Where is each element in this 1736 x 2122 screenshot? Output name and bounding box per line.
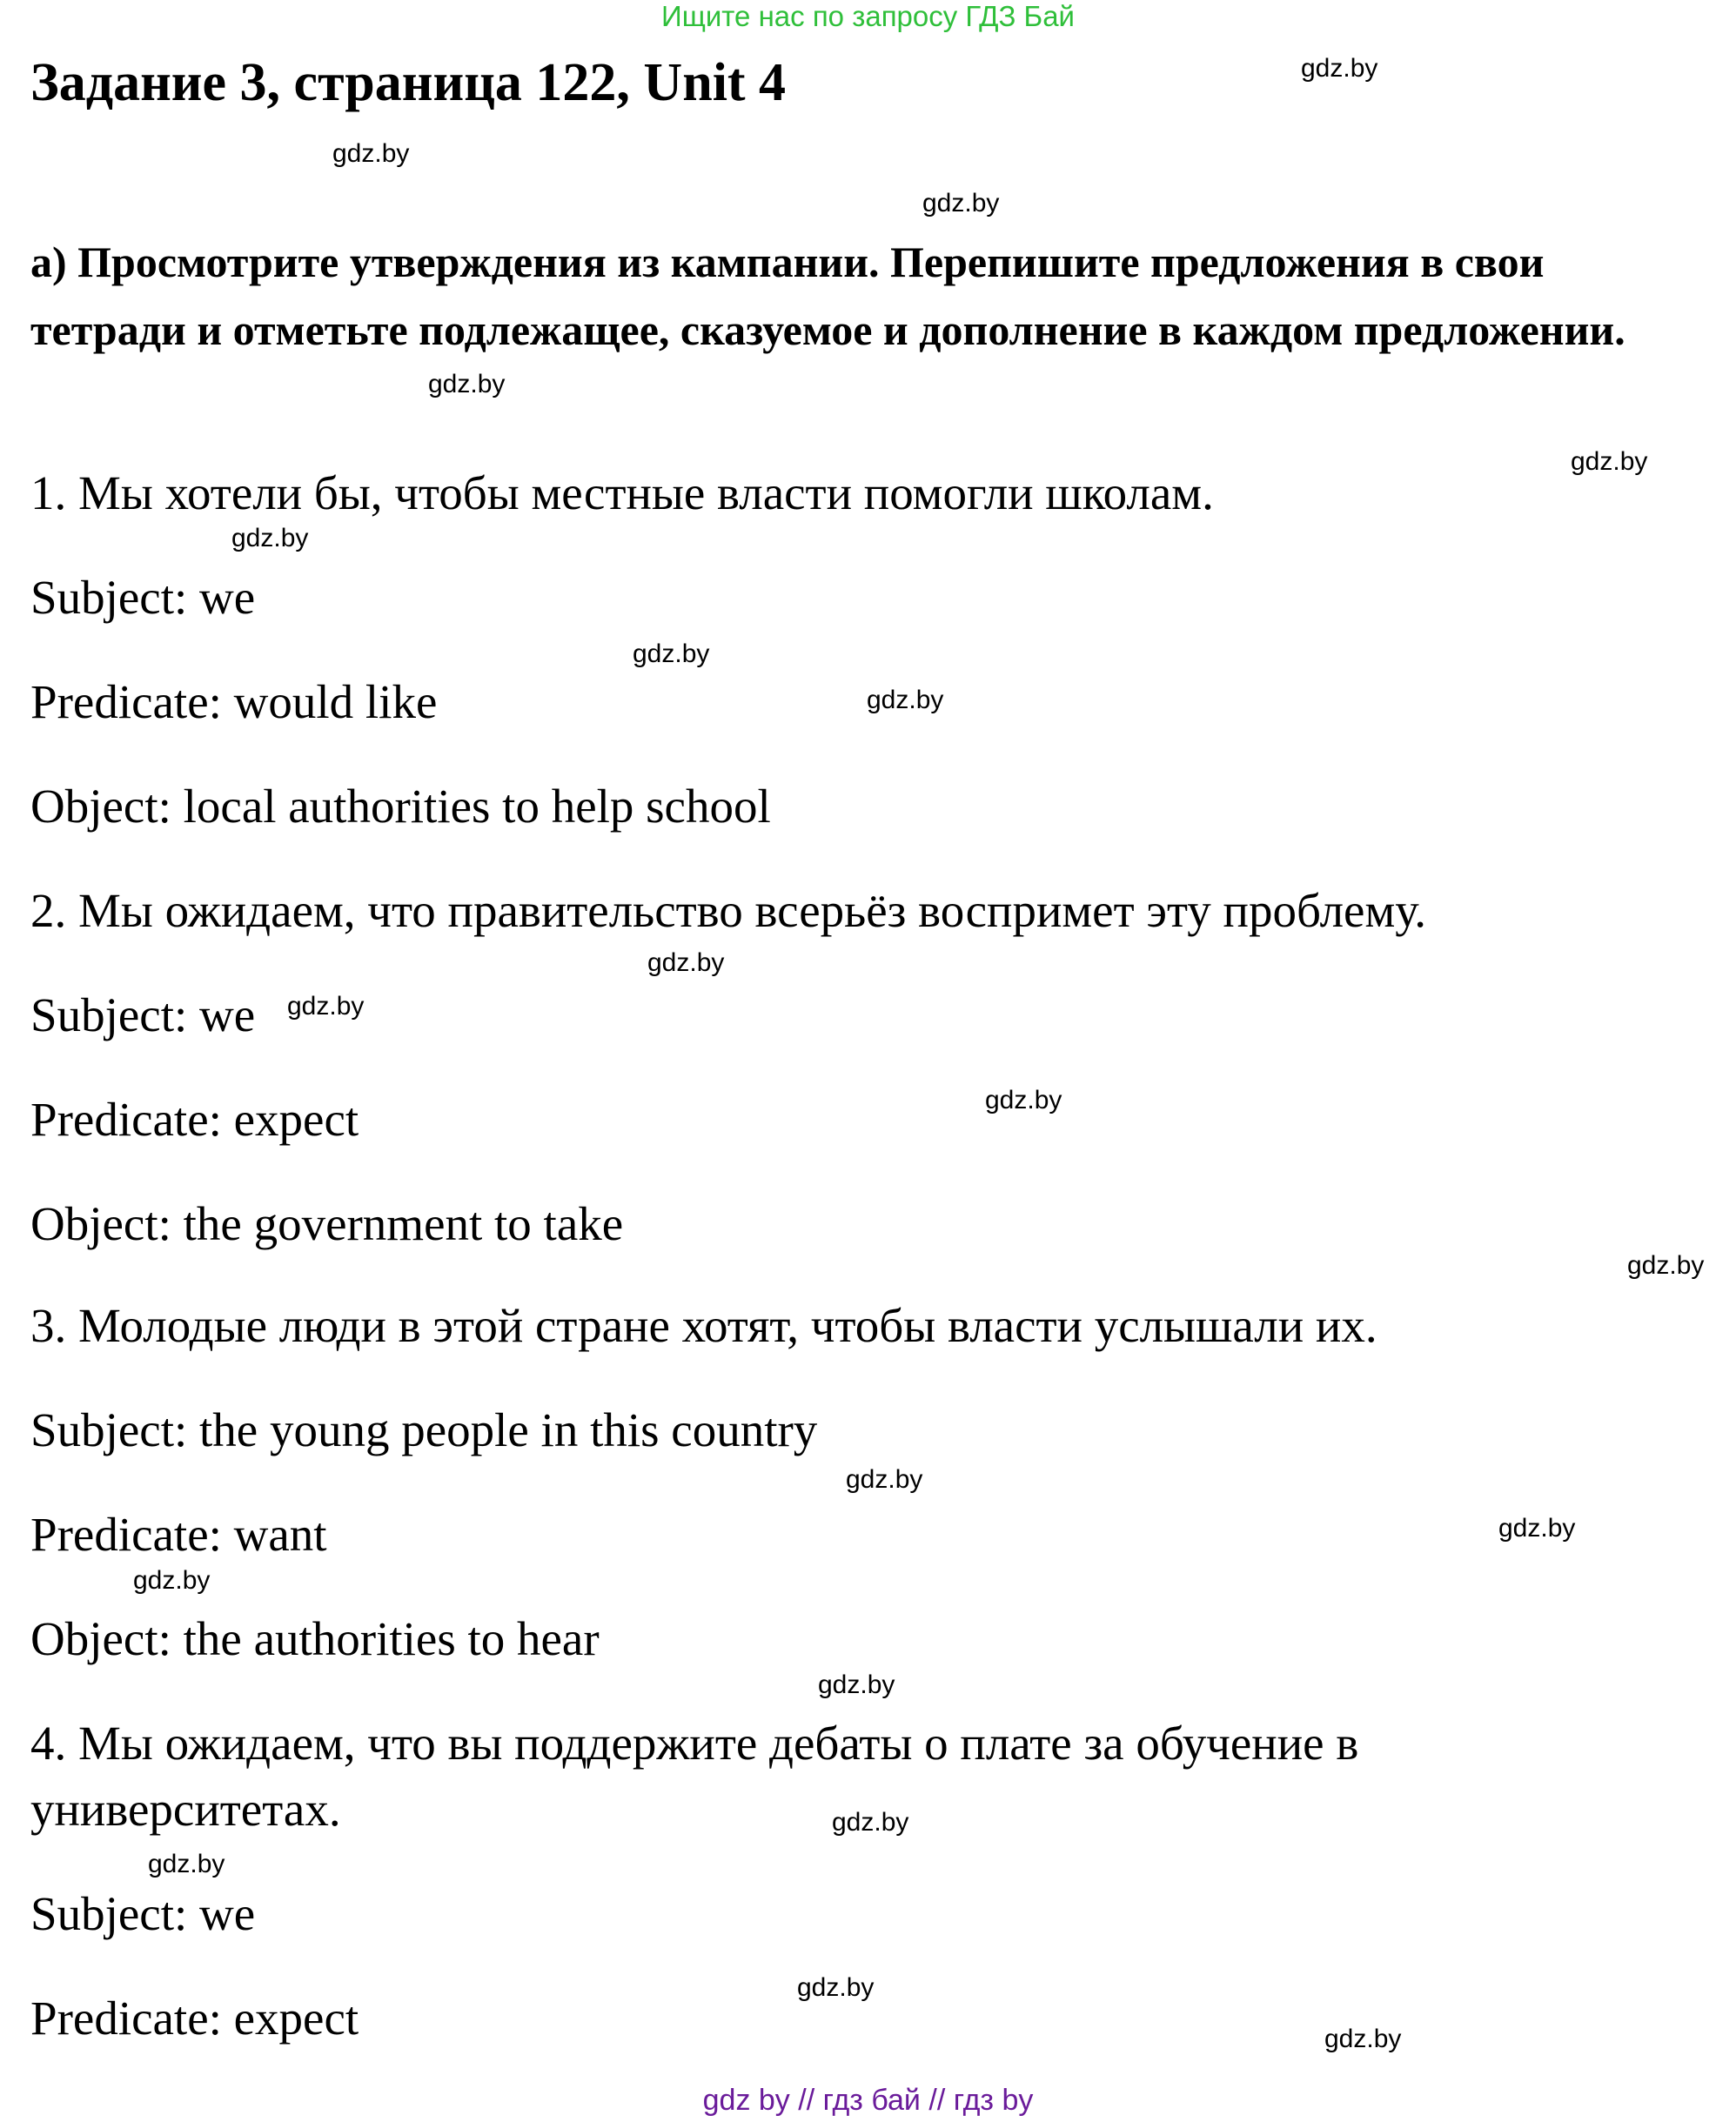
footer-links[interactable]: gdz by // гдз бай // гдз by (702, 2084, 1034, 2117)
watermark: gdz.by (922, 189, 1000, 218)
watermark: gdz.by (428, 370, 506, 398)
watermark: gdz.by (1301, 54, 1378, 83)
watermark: gdz.by (133, 1566, 211, 1595)
item-3-object: Object: the authorities to hear (30, 1612, 600, 1665)
item-3-sentence: 3. Молодые люди в этой стране хотят, чтобы власти услышали их. (30, 1299, 1377, 1352)
item-1-sentence: 1. Мы хотели бы, чтобы местные власти помогли школам. (30, 466, 1214, 519)
watermark: gdz.by (832, 1808, 909, 1837)
watermark: gdz.by (818, 1670, 895, 1699)
item-1-object: Object: local authorities to help school (30, 780, 771, 833)
watermark: gdz.by (633, 639, 710, 668)
item-4-sentence-line-2: университетах. (30, 1783, 341, 1836)
item-4-predicate: Predicate: expect (30, 1991, 359, 2045)
watermark: gdz.by (1571, 447, 1648, 476)
item-2-object: Object: the government to take (30, 1197, 624, 1250)
watermark: gdz.by (647, 948, 725, 977)
item-1-predicate: Predicate: would like (30, 675, 438, 728)
watermark: gdz.by (1324, 2025, 1402, 2053)
watermark: gdz.by (148, 1850, 225, 1878)
watermark: gdz.by (287, 992, 365, 1021)
item-1-subject: Subject: we (30, 571, 256, 624)
top-banner[interactable]: Ищите нас по запросу ГДЗ Бай (661, 0, 1075, 32)
watermark: gdz.by (867, 686, 944, 714)
item-3-subject: Subject: the young people in this country (30, 1403, 818, 1456)
watermark: gdz.by (846, 1465, 923, 1494)
item-2-subject: Subject: we (30, 988, 256, 1041)
watermark: gdz.by (797, 1973, 875, 2002)
item-4-subject: Subject: we (30, 1887, 256, 1940)
watermark: gdz.by (231, 524, 309, 552)
watermark: gdz.by (332, 139, 410, 168)
watermark: gdz.by (1627, 1251, 1705, 1280)
item-2-sentence: 2. Мы ожидаем, что правительство всерьёз воспримет эту проблему. (30, 884, 1426, 937)
task-instruction: а) Просмотрите утверждения из кампании. Перепишите предложения в свои тетради и отметьте подлежащее, сказуемое и дополнение в каждом предложении. (30, 238, 1625, 354)
item-2-predicate: Predicate: expect (30, 1093, 359, 1146)
item-4-sentence-line-1: 4. Мы ожидаем, что вы поддержите дебаты о плате за обучение в (30, 1717, 1359, 1770)
item-3-predicate: Predicate: want (30, 1508, 327, 1561)
watermark: gdz.by (985, 1086, 1062, 1115)
page-title: Задание 3, страница 122, Unit 4 (30, 53, 787, 112)
watermark: gdz.by (1498, 1514, 1576, 1543)
